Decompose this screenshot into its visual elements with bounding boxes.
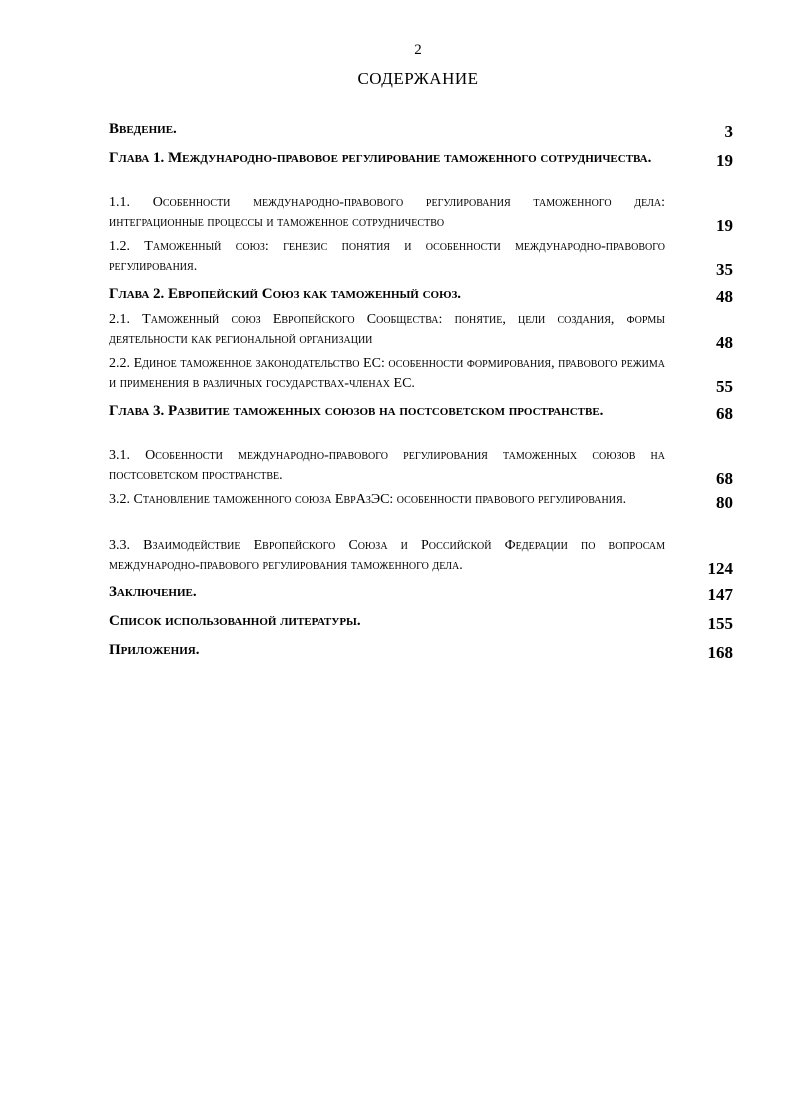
toc-entry-section-3-2[interactable] [109,490,733,510]
toc-entry-section-2-1[interactable] [109,310,733,350]
toc-entry-text: 3.2. Становление таможенного союза ЕврАзЭС: особенности правового регулирования. [109,492,627,507]
toc-entry-chapter-3[interactable] [109,401,733,421]
toc-title: СОДЕРЖАНИЕ [357,69,479,88]
toc-entry-text: Заключение. [109,584,197,600]
toc-entry-text: 1.2. Таможенный союз: генезис понятия и особенности международно-правового регулирования. [109,239,665,274]
page-number: 2 [414,42,422,58]
toc-entry-page: 80 [716,493,733,512]
toc-entry-text: Список использованной литературы. [109,613,361,629]
toc-entry-page: 19 [716,216,733,235]
toc-entry-section-2-2[interactable] [109,354,733,394]
toc-entry-appendices[interactable] [109,640,733,660]
toc-entry-page: 68 [716,469,733,488]
toc-entry-page: 155 [707,614,733,633]
toc-entry-text: Глава 1. Международно-правовое регулирование таможенного сотрудничества. [109,150,652,166]
toc-entry-section-1-1[interactable] [109,193,733,233]
toc-entry-text: 3.3. Взаимодействие Европейского Союза и Российской Федерации по вопросам международно-правового регулирования таможенного дела. [109,538,665,573]
toc-entry-text: Приложения. [109,642,200,658]
toc-entry-text: Введение. [109,121,177,137]
toc-entry-text: Глава 2. Европейский Союз как таможенный союз. [109,286,462,302]
toc-entry-chapter-2[interactable] [109,284,733,304]
toc-entry-introduction[interactable] [109,119,733,139]
toc-entry-page: 168 [707,643,733,662]
toc-entry-text: 1.1. Особенности международно-правового регулирования таможенного дела: интеграционные процессы и таможенное сотрудничество [109,195,665,230]
toc-entry-page: 48 [716,333,733,352]
toc-entry-chapter-1[interactable] [109,148,733,168]
toc-entry-page: 147 [707,585,733,604]
toc-entry-page: 48 [716,287,733,306]
toc-entry-text: 3.1. Особенности международно-правового регулирования таможенных союзов на постсоветском пространстве. [109,448,665,483]
toc-entry-conclusion[interactable] [109,582,733,602]
toc-entry-page: 35 [716,260,733,279]
toc-entry-text: Глава 3. Развитие таможенных союзов на постсоветском пространстве. [109,403,604,419]
toc-entry-page: 124 [707,559,733,578]
toc-entry-page: 68 [716,404,733,423]
toc-entry-section-1-2[interactable] [109,237,733,277]
toc-entry-page: 19 [716,151,733,170]
toc-entry-section-3-3[interactable] [109,536,733,576]
toc-entry-text: 2.1. Таможенный союз Европейского Сообщества: понятие, цели создания, формы деятельности как региональной организации [109,312,665,347]
toc-entry-bibliography[interactable] [109,611,733,631]
toc-entry-section-3-1[interactable] [109,446,733,486]
toc-entry-page: 3 [724,122,733,141]
toc-entry-page: 55 [716,377,733,396]
toc-entry-text: 2.2. Единое таможенное законодательство ЕС: особенности формирования, правового режима и применения в различных государствах-членах ЕС. [109,356,665,391]
